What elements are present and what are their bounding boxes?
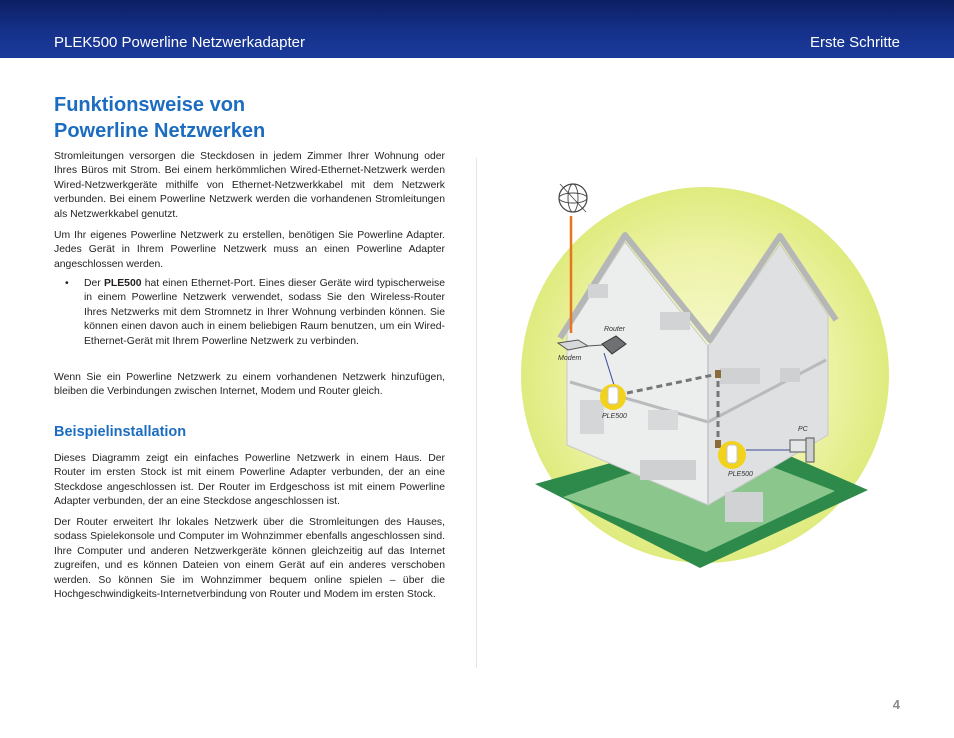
bullet-item-ple500 (54, 277, 445, 349)
bullet-dot: • (65, 278, 69, 289)
pc-label: PC (798, 426, 808, 433)
header-bar (0, 0, 954, 58)
existing-network-paragraph (54, 371, 445, 400)
bullet-text-after: hat einen Ethernet-Port. Eines dieser Geräte wird typischerweise in einem Powerline Netzwerk verwendet, sodass Sie den Wireless-Router Ihres Netzwerks mit dem Stromnetz in Ihrer Wohnung verbinden können. Sie können einen davon auch in einem beliebigen Raum benutzen, um ein Wired-Ethernet-Gerät mit Ihrem Powerline Netzwerk zu verbinden. (84, 278, 445, 347)
ple500-upper-label: PLE500 (602, 413, 627, 420)
house-network-illustration (480, 160, 954, 670)
existing-network-paragraph-text: Wenn Sie ein Powerline Netzwerk zu einem vorhandenen Netzwerk hinzufügen, bleiben die Verbindungen zwischen Internet, Modem und Router gleich. (54, 372, 445, 398)
internet-globe-icon (559, 184, 587, 212)
header-product-title: PLEK500 Powerline Netzwerkadapter (54, 34, 305, 51)
ple500-lower-adapter-icon (718, 441, 746, 469)
furniture-sofa-upper (720, 368, 760, 384)
outlet-lower-icon (715, 440, 721, 448)
furniture-desk (588, 284, 608, 298)
page-title-line-2: Powerline Netzwerken (54, 120, 266, 142)
intro-paragraph-text: Stromleitungen versorgen die Steckdosen in jedem Zimmer Ihrer Wohnung oder Ihres Büros mit Strom. Bei einem herkömmlichen Wired-Ethernet-Netzwerk werden Wired-Netzwerkgeräte mithilfe von Ethernet-Netzwerkkabel mit dem Netzwerk verbunden. Bei einem Powerline Netzwerk werden die vorhandenen Stromleitungen als Netzwerkkabel genutzt. (54, 151, 445, 220)
adapter-paragraph-text: Um Ihr eigenes Powerline Netzwerk zu erstellen, benötigen Sie Powerline Adapter. Jedes Gerät in Ihrem Powerline Netzwerk muss an einen Powerline Adapter angeschlossen werden. (54, 230, 445, 270)
section-heading: Beispielinstallation (54, 424, 187, 440)
ple500-upper-adapter-icon (600, 384, 626, 410)
furniture-tv-upper (780, 368, 800, 382)
furniture-table (648, 410, 678, 430)
modem-label: Modem (558, 355, 582, 362)
outlet-upper-icon (715, 370, 721, 378)
intro-paragraph (54, 150, 445, 222)
header-section-title: Erste Schritte (809, 34, 900, 51)
adapter-paragraph (54, 229, 445, 272)
example-paragraph-text: Dieses Diagramm zeigt ein einfaches Powerline Netzwerk in einem Haus. Der Router im ersten Stock ist mit einem Powerline Adapter verbunden, der an eine Steckdose angeschlossen ist. Der Router im Erdgeschoss ist mit einem Powerline Adapter verbunden, der an eine Steckdose angeschlossen ist. (54, 453, 445, 508)
example-paragraph (54, 452, 445, 510)
router-label: Router (604, 326, 626, 333)
furniture-cabinet (580, 400, 604, 434)
page-title (54, 92, 265, 144)
column-divider (476, 158, 477, 668)
ple500-lower-label: PLE500 (728, 471, 753, 478)
page-title-line-1: Funktionsweise von (54, 94, 246, 116)
furniture-bed (660, 312, 690, 330)
furniture-couch (640, 460, 696, 480)
extension-paragraph (54, 516, 445, 602)
furniture-armchair (725, 492, 763, 522)
page-number: 4 (892, 697, 900, 712)
bullet-text (84, 277, 445, 349)
bullet-text-bold: PLE500 (103, 278, 142, 289)
extension-paragraph-text: Der Router erweitert Ihr lokales Netzwerk über die Stromleitungen des Hauses, sodass Spielekonsole und Computer im Wohnzimmer ebenfalls angeschlossen sind. Ihre Computer und anderen Netzwerkgeräte können gleichzeitig auf das Internet zugreifen, und es können Dateien von einem Gerät auf ein anderes verschoben werden. So können Sie im Wohnzimmer bequem online spielen – über die Hochgeschwindigkeits-Internetverbindung von Router und Modem im ersten Stock. (54, 517, 445, 601)
bullet-text-before: Der (84, 278, 104, 289)
